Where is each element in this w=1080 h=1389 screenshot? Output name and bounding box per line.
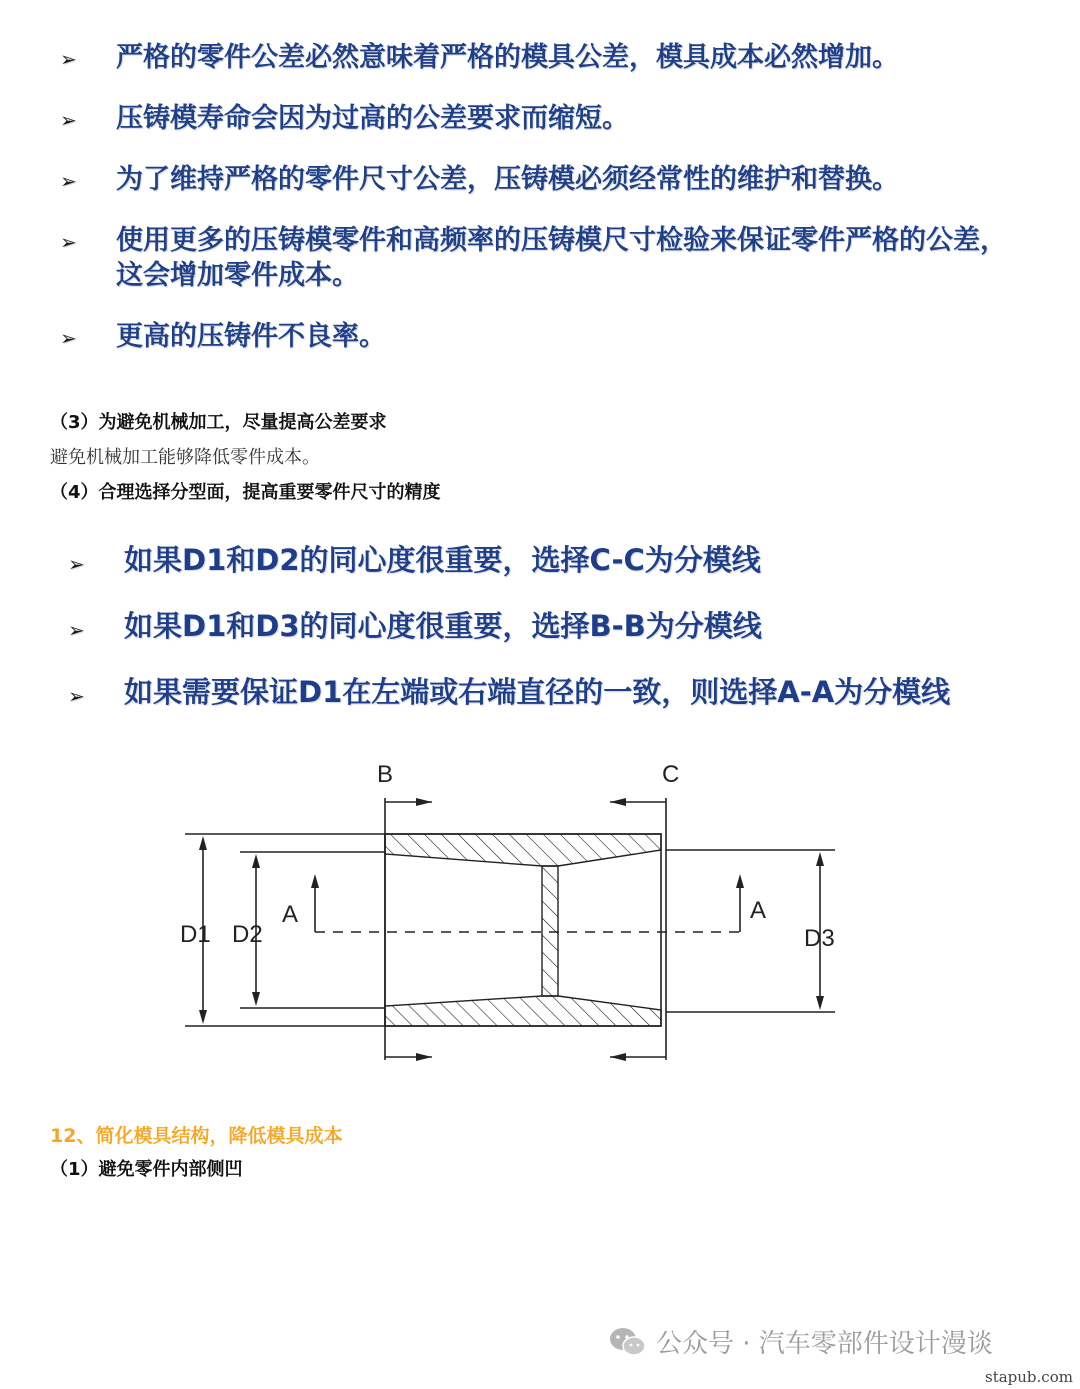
bullet-text: 如果D1和D2的同心度很重要，选择C-C为分模线 <box>124 543 761 577</box>
bullet-item <box>0 606 1080 646</box>
bullet-text: 为了维持严格的零件尺寸公差，压铸模必须经常性的维护和替换。 <box>116 164 899 195</box>
label-b: B <box>377 761 394 788</box>
heading-tolerance: （3）为避免机械加工，尽量提高公差要求 <box>50 412 387 433</box>
label-d3: D3 <box>804 925 835 952</box>
bullet-text: 更高的压铸件不良率。 <box>116 321 386 352</box>
label-c: C <box>662 761 680 788</box>
wechat-icon <box>608 1326 648 1358</box>
paragraph-machining: 避免机械加工能够降低零件成本。 <box>50 447 320 468</box>
parting-bullet-list <box>0 540 1080 738</box>
bullet-item <box>0 162 1080 197</box>
wechat-account-text: 公众号 · 汽车零部件设计漫谈 <box>656 1329 993 1359</box>
arrow-bullet-icon: ➢ <box>68 684 85 708</box>
label-d1: D1 <box>180 921 211 948</box>
bullet-item <box>0 101 1080 136</box>
wechat-watermark <box>608 1323 993 1360</box>
bullet-item <box>0 672 1080 712</box>
bullet-item <box>0 40 1080 75</box>
parting-line-diagram <box>170 750 860 1080</box>
arrow-bullet-icon: ➢ <box>68 552 85 576</box>
bullet-item <box>0 319 1080 354</box>
heading-avoid-undercut: （1）避免零件内部侧凹 <box>50 1159 243 1180</box>
bullet-item <box>0 223 1080 293</box>
bullet-text: 使用更多的压铸模零件和高频率的压铸模尺寸检验来保证零件严格的公差，这会增加零件成本。 <box>116 225 1007 291</box>
bullet-text: 如果需要保证D1在左端或右端直径的一致，则选择A-A为分模线 <box>124 675 951 709</box>
heading-simplify-mold: 12、简化模具结构，降低模具成本 <box>50 1125 343 1147</box>
arrow-bullet-icon: ➢ <box>60 230 77 254</box>
bullet-text: 严格的零件公差必然意味着严格的模具公差，模具成本必然增加。 <box>116 42 899 73</box>
heading-parting-line: （4）合理选择分型面，提高重要零件尺寸的精度 <box>50 482 441 503</box>
label-d2: D2 <box>232 921 263 948</box>
arrow-bullet-icon: ➢ <box>60 326 77 350</box>
site-watermark: stapub.com <box>985 1368 1073 1386</box>
bullet-item <box>0 540 1080 580</box>
arrow-bullet-icon: ➢ <box>60 169 77 193</box>
arrow-bullet-icon: ➢ <box>68 618 85 642</box>
bullet-text: 压铸模寿命会因为过高的公差要求而缩短。 <box>116 103 629 134</box>
label-a-left: A <box>282 901 299 928</box>
arrow-bullet-icon: ➢ <box>60 47 77 71</box>
arrow-bullet-icon: ➢ <box>60 108 77 132</box>
bullet-text: 如果D1和D3的同心度很重要，选择B-B为分模线 <box>124 609 762 643</box>
label-a-right: A <box>750 897 767 924</box>
top-bullet-list <box>0 40 1080 380</box>
